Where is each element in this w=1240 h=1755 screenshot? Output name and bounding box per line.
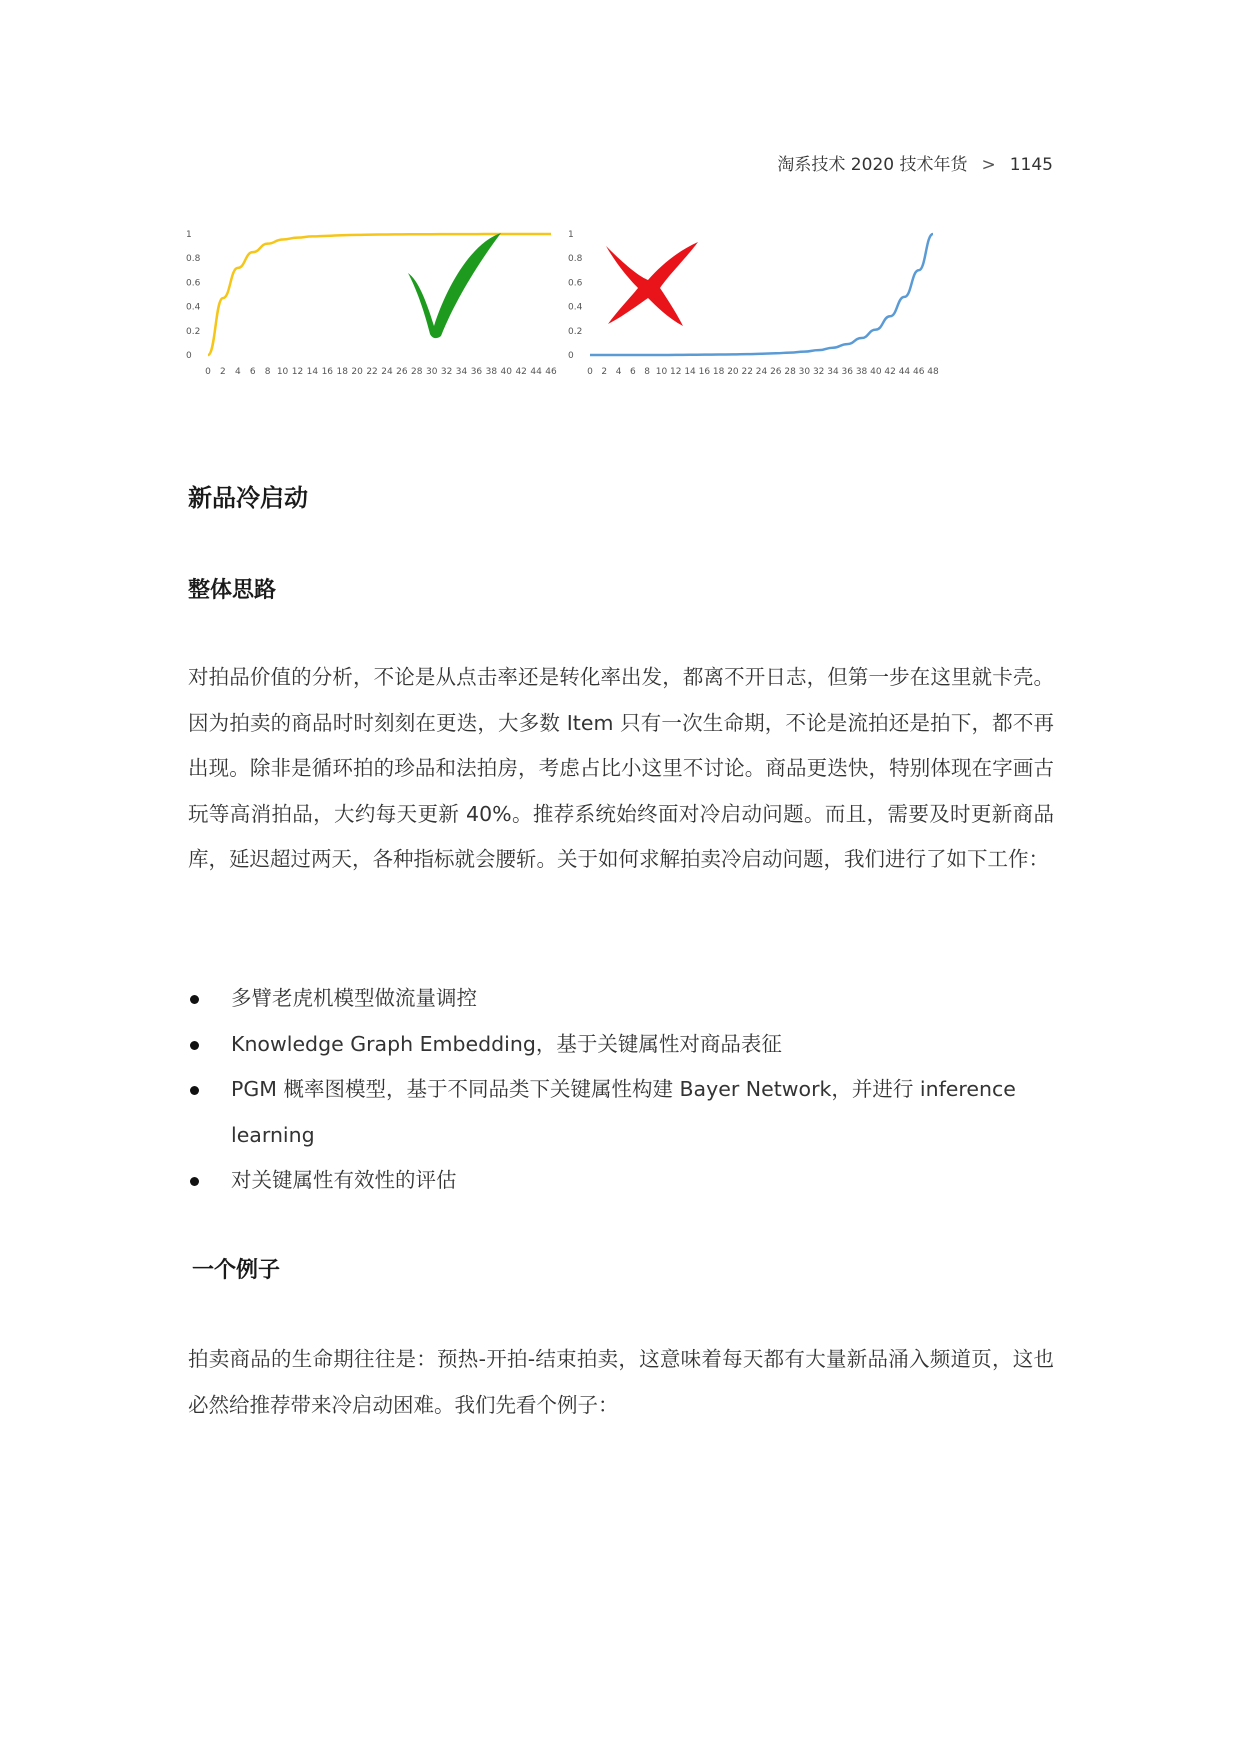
- x-tick-label: 10: [276, 367, 289, 377]
- x-tick-label: 2: [601, 367, 608, 377]
- section-title: 新品冷启动: [188, 484, 308, 512]
- x-tick-label: 30: [798, 367, 811, 377]
- x-tick-label: 22: [741, 367, 753, 377]
- x-tick-label: 42: [515, 367, 527, 377]
- x-tick-label: 34: [827, 367, 839, 377]
- bullet-dot: [190, 1086, 199, 1095]
- x-tick-label: 18: [712, 367, 725, 377]
- x-tick-label: 12: [291, 367, 304, 377]
- x-tick-label: 32: [440, 367, 453, 377]
- x-tick-label: 30: [425, 367, 438, 377]
- x-tick-label: 8: [644, 367, 651, 377]
- x-tick-label: 38: [855, 367, 868, 377]
- page-header: [777, 150, 1053, 175]
- y-tick-label: 0.8: [568, 254, 583, 265]
- chart-left-svg: [186, 218, 556, 388]
- y-tick-label: 0: [186, 351, 192, 361]
- y-tick-label: 0.2: [568, 326, 583, 337]
- book-title: 淘系技术 2020 技术年货: [777, 155, 968, 175]
- y-tick-label: 0.6: [186, 278, 201, 289]
- x-tick-label: 6: [249, 367, 256, 377]
- x-tick-label: 46: [545, 367, 557, 377]
- y-tick-label: 0.4: [186, 302, 201, 313]
- list-item: 对关键属性有效性的评估: [188, 1158, 1054, 1204]
- x-tick-label: 26: [396, 367, 408, 377]
- bullet-dot: [190, 1177, 199, 1186]
- x-tick-label: 38: [485, 367, 498, 377]
- y-tick-label: 0.6: [568, 278, 583, 289]
- x-tick-label: 24: [381, 367, 393, 377]
- x-tick-label: 16: [698, 367, 711, 377]
- chart-figure: [186, 218, 1056, 418]
- header-separator: >: [981, 155, 996, 175]
- x-tick-label: 14: [684, 367, 696, 377]
- y-tick-label: 0.2: [186, 326, 201, 337]
- y-tick-label: 0: [568, 351, 574, 361]
- subsection-title-example: 一个例子: [192, 1258, 281, 1283]
- chart-right-svg: [568, 218, 938, 388]
- y-tick-label: 1: [568, 230, 574, 240]
- paragraph-example: 拍卖商品的生命期往往是：预热-开拍-结束拍卖，这意味着每天都有大量新品涌入频道页，这也必然给推荐带来冷启动困难。我们先看个例子：: [188, 1347, 1054, 1417]
- x-tick-label: 10: [655, 367, 668, 377]
- x-tick-label: 18: [336, 367, 348, 377]
- x-tick-label: 36: [470, 367, 483, 377]
- x-tick-label: 14: [306, 367, 319, 377]
- x-tick-label: 36: [841, 367, 853, 377]
- checkmark-icon: [408, 233, 501, 338]
- subsection-title-overall: 整体思路: [188, 578, 277, 603]
- y-tick-label: 0.8: [186, 254, 201, 265]
- bullet-dot: [190, 995, 199, 1004]
- bullet-list: [188, 976, 1054, 1204]
- x-tick-label: 26: [770, 367, 782, 377]
- x-tick-label: 4: [615, 367, 622, 377]
- x-tick-label: 0: [205, 367, 211, 377]
- series-line: [208, 234, 551, 355]
- list-item: PGM 概率图模型，基于不同品类下关键属性构建 Bayer Network，并进行 inference learning: [188, 1067, 1054, 1158]
- x-tick-label: 48: [927, 367, 939, 377]
- x-tick-label: 32: [812, 367, 825, 377]
- x-tick-label: 46: [912, 367, 925, 377]
- list-item: Knowledge Graph Embedding，基于关键属性对商品表征: [188, 1022, 1054, 1068]
- chart-left: [186, 218, 556, 388]
- y-tick-label: 1: [186, 230, 192, 240]
- x-tick-label: 0: [587, 367, 593, 377]
- x-tick-label: 44: [530, 367, 542, 377]
- page-number: 1145: [1009, 155, 1053, 175]
- x-tick-label: 16: [321, 367, 334, 377]
- x-tick-label: 34: [455, 367, 468, 377]
- cross-icon: [606, 242, 698, 326]
- x-tick-label: 40: [500, 367, 512, 377]
- paragraph-intro: 对拍品价值的分析，不论是从点击率还是转化率出发，都离不开日志，但第一步在这里就卡壳。因为拍卖的商品时时刻刻在更迭，大多数 Item 只有一次生命期，不论是流拍还是拍下，都不再出现。除非是循环拍的珍品和法拍房，考虑占比小这里不讨论。商品更迭快，特别体现在字画古玩等高消拍品，大约每天更新 40%。推荐系统始终面对冷启动问题。而且，需要及时更新商品库，延迟超过两天，各种指标就会腰斩。关于如何求解拍卖冷启动问题，我们进行了如下工作：: [188, 665, 1054, 871]
- x-tick-label: 42: [884, 367, 896, 377]
- x-tick-label: 40: [870, 367, 882, 377]
- x-tick-label: 20: [727, 367, 739, 377]
- x-tick-label: 20: [351, 367, 363, 377]
- x-tick-label: 4: [234, 367, 241, 377]
- bullet-dot: [190, 1041, 199, 1050]
- x-tick-label: 22: [366, 367, 378, 377]
- x-tick-label: 8: [264, 367, 271, 377]
- list-item: 多臂老虎机模型做流量调控: [188, 976, 1054, 1022]
- x-tick-label: 6: [630, 367, 636, 377]
- chart-right: [568, 218, 938, 388]
- y-tick-label: 0.4: [568, 302, 583, 313]
- x-tick-label: 24: [755, 367, 768, 377]
- x-tick-label: 12: [670, 367, 682, 377]
- x-tick-label: 2: [220, 367, 226, 377]
- x-tick-label: 44: [898, 367, 911, 377]
- x-tick-label: 28: [784, 367, 796, 377]
- x-tick-label: 28: [411, 367, 423, 377]
